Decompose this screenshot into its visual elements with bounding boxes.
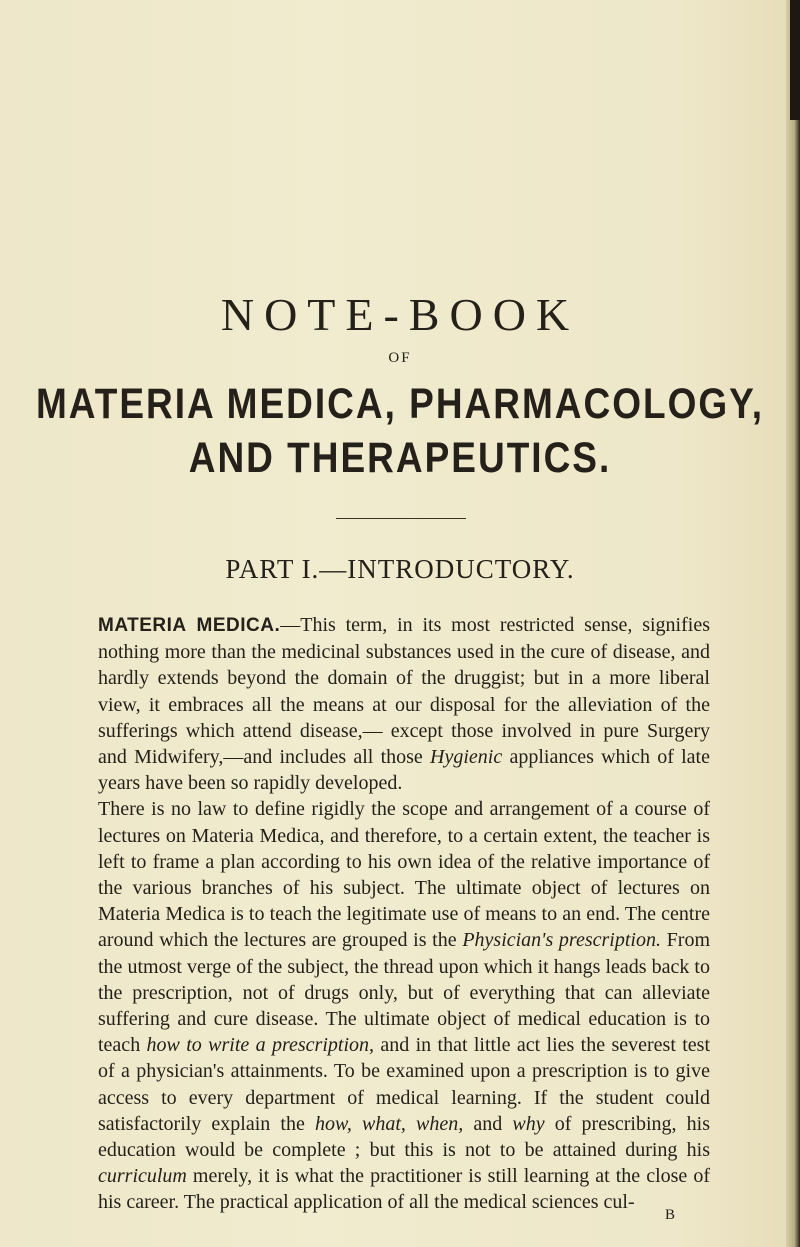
page-edge-shadow xyxy=(790,0,800,120)
text-run: and xyxy=(463,1112,513,1135)
text-run: and in that little act lies the severest test of a physician's attainments. To be examined upon a prescription is to give access to every department of medical learning. If the student could satisfactorily explain the xyxy=(98,1034,710,1135)
text-run: appliances which of late years have been so rapidly developed. xyxy=(98,746,710,795)
divider-rule xyxy=(336,518,466,519)
part-heading: PART I.—INTRODUCTORY. xyxy=(225,554,575,584)
body-text xyxy=(98,612,710,1216)
title-notebook: NOTE-BOOK xyxy=(220,289,580,340)
paragraph-2 xyxy=(98,796,710,1215)
italic-run: Physician's prescription. xyxy=(462,929,661,952)
italic-run: how to write a prescription, xyxy=(146,1034,375,1057)
text-run: From the utmost verge of the subject, the thread upon which it hangs leads back to the prescription, not of drugs only, but of everything that can alleviate suffering and cure disease. The ultimate object of medical education is to teach xyxy=(98,929,711,1057)
italic-run: Hygienic xyxy=(430,746,503,769)
title-subject-line-2: AND THERAPEUTICS. xyxy=(188,433,612,481)
italic-run: how, what, when, xyxy=(315,1112,464,1135)
lead-term: MATERIA MEDICA. xyxy=(98,615,281,636)
title-of: OF xyxy=(388,350,412,366)
text-run: —This term, in its most restricted sense, signifies nothing more than the medicinal substances used in the cure of disease, and hardly extends beyond the domain of the druggist; but in a more liberal view, it embraces all the means at our disposal for the alleviation of the sufferings which attend disease,— except those involved in pure Surgery and Midwifery,—and includes all those xyxy=(98,614,710,769)
italic-run: curriculum xyxy=(98,1165,187,1188)
text-run: There is no law to define rigidly the scope and arrangement of a course of lectures on Materia Medica, and therefore, to a certain extent, the teacher is left to frame a plan according to his own idea of the relative importance of the various branches of his subject. The ultimate object of lectures on Materia Medica is to teach the legitimate use of means to an end. The centre around which the lectures are grouped is the xyxy=(98,798,710,952)
paragraph-1 xyxy=(98,612,710,796)
signature-mark: B xyxy=(665,1207,676,1223)
page-edge-right xyxy=(786,0,800,1247)
text-run: merely, it is what the practitioner is still learning at the close of his career. The practical application of all the medical sciences cul- xyxy=(98,1165,710,1214)
text-run: of prescribing, his education would be complete ; but this is not to be attained during his xyxy=(98,1112,710,1162)
title-subject-line-1: MATERIA MEDICA, PHARMACOLOGY, xyxy=(35,379,765,427)
italic-run: why xyxy=(512,1112,545,1135)
